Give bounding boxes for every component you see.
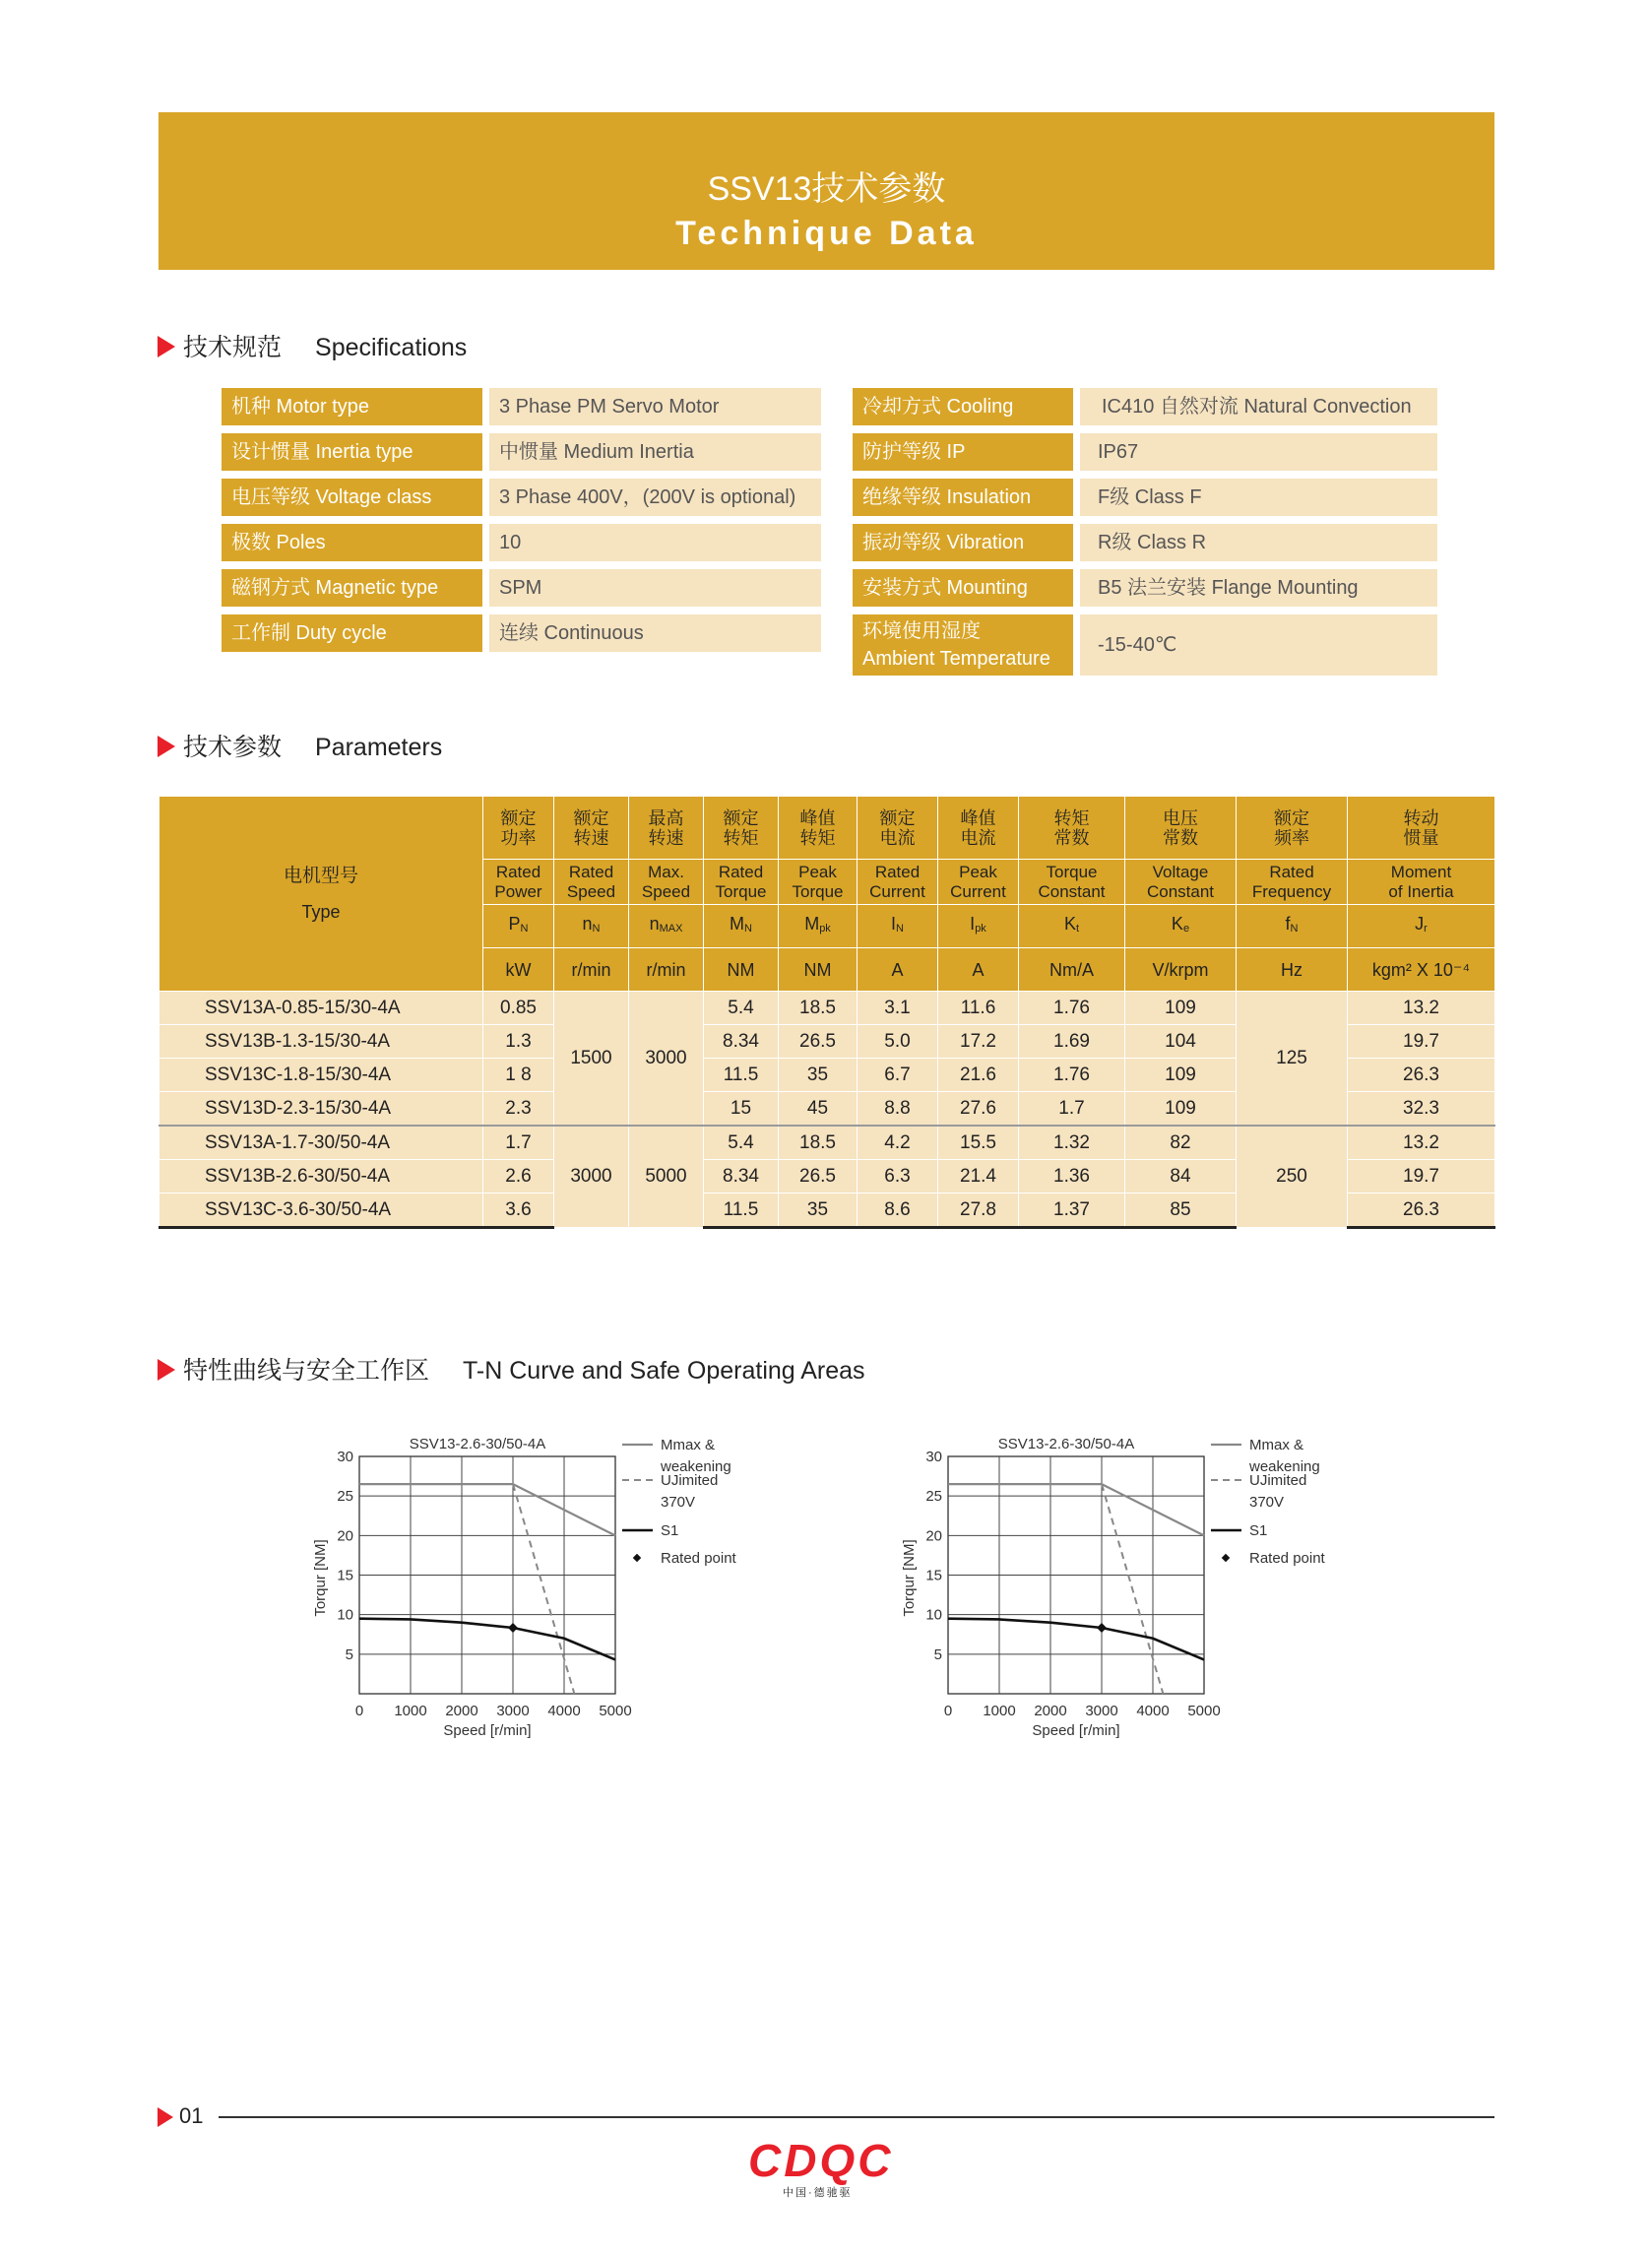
column-header-zh <box>779 797 858 860</box>
table-cell-mpk: 18.5 <box>779 992 858 1025</box>
symbol-subscript: pk <box>819 923 831 935</box>
x-tick-label: 5000 <box>1187 1703 1221 1719</box>
table-cell-mn: 8.34 <box>704 1025 779 1059</box>
tn-curve-chart-right <box>894 1430 1357 1755</box>
brand-logo: CDQC <box>748 2135 894 2186</box>
spec-value: F级 Class F <box>1080 479 1437 516</box>
legend-marker <box>633 1554 641 1562</box>
en-line: Rated <box>874 862 921 881</box>
table-cell-ipk: 21.4 <box>938 1160 1019 1194</box>
merged-freq-cell: 250 <box>1237 1126 1348 1228</box>
table-cell-ke: 85 <box>1125 1194 1237 1228</box>
spec-label: 工作制 Duty cycle <box>222 614 482 652</box>
y-tick-label: 15 <box>925 1567 942 1584</box>
y-tick-label: 20 <box>337 1527 353 1545</box>
merged-max_speed-cell: 3000 <box>629 992 704 1127</box>
en-line: Max. <box>648 862 684 881</box>
section-arrow-icon <box>158 736 175 757</box>
zh-line: 常数 <box>1053 827 1090 848</box>
spec-label: 绝缘等级 Insulation <box>853 479 1073 516</box>
symbol-subscript: N <box>592 923 601 935</box>
table-cell-in: 6.7 <box>858 1059 938 1092</box>
en-line: Voltage <box>1152 862 1209 881</box>
zh-line: 电流 <box>879 827 916 848</box>
series-line-dashed-gray <box>1102 1484 1163 1694</box>
column-header-zh <box>629 797 704 860</box>
spec-value: 中惯量 Medium Inertia <box>489 433 821 471</box>
zh-line: 额定 <box>1274 807 1309 828</box>
column-header-en <box>554 860 629 905</box>
column-header-zh <box>938 797 1019 860</box>
type-header-zh: 电机型号 <box>283 865 358 886</box>
en-line: Torque <box>1046 862 1098 881</box>
merged-rated_speed-cell: 1500 <box>554 992 629 1127</box>
table-cell-mn: 5.4 <box>704 1126 779 1160</box>
x-tick-label: 2000 <box>445 1703 478 1719</box>
section-title-en: Specifications <box>315 334 468 361</box>
legend-label: 370V <box>661 1494 696 1511</box>
zh-line: 转矩 <box>799 827 836 848</box>
y-axis-label: Torqur [NM] <box>901 1539 918 1617</box>
table-cell-jr: 19.7 <box>1348 1160 1495 1194</box>
spec-label: 极数 Poles <box>222 524 482 561</box>
table-cell-power: 2.3 <box>483 1092 554 1127</box>
table-cell-power: 3.6 <box>483 1194 554 1228</box>
legend-label: UJimited <box>661 1472 719 1489</box>
column-header-en <box>629 860 704 905</box>
table-cell-mpk: 35 <box>779 1194 858 1228</box>
title-zh: SSV13技术参数 <box>707 170 946 208</box>
table-cell-kt: 1.76 <box>1019 992 1125 1025</box>
column-header-zh <box>483 797 554 860</box>
en-line: Power <box>494 881 542 901</box>
legend-label: S1 <box>1249 1522 1268 1539</box>
legend-label: weakening <box>661 1458 731 1475</box>
en-line: Moment <box>1390 862 1452 881</box>
series-line-dashed-gray <box>513 1484 574 1694</box>
column-header-zh <box>704 797 779 860</box>
merged-rated_speed-cell: 3000 <box>554 1126 629 1228</box>
table-cell-jr: 13.2 <box>1348 992 1495 1025</box>
zh-line: 转矩 <box>1053 807 1090 828</box>
symbol: M <box>730 914 745 934</box>
section-arrow-icon <box>158 336 175 357</box>
chart-title: SSV13-2.6-30/50-4A <box>409 1436 546 1452</box>
y-tick-label: 5 <box>345 1645 353 1663</box>
spec-value: 3 Phase 400V，(200V is optional) <box>489 479 821 516</box>
zh-line: 转动 <box>1403 807 1439 828</box>
table-cell-kt: 1.32 <box>1019 1126 1125 1160</box>
series-line-solid-gray <box>359 1484 615 1535</box>
series-line-solid-black <box>359 1619 615 1660</box>
legend-marker <box>1222 1554 1230 1562</box>
table-cell-mn: 5.4 <box>704 992 779 1025</box>
column-header-zh <box>1125 797 1237 860</box>
symbol-subscript: N <box>896 923 904 935</box>
en-line: Rated <box>495 862 541 881</box>
merged-freq-cell: 125 <box>1237 992 1348 1127</box>
symbol-subscript: pk <box>975 923 986 935</box>
section-heading-specs <box>158 328 467 363</box>
column-unit: r/min <box>629 948 704 992</box>
en-line: Frequency <box>1251 881 1332 901</box>
zh-line: 额定 <box>879 807 916 828</box>
table-cell-ke: 109 <box>1125 992 1237 1025</box>
table-cell-jr: 19.7 <box>1348 1025 1495 1059</box>
legend-label: S1 <box>661 1522 679 1539</box>
symbol: M <box>804 914 820 934</box>
x-axis-label: Speed [r/min] <box>1032 1722 1120 1739</box>
zh-line: 峰值 <box>960 807 996 828</box>
zh-line: 峰值 <box>799 807 836 828</box>
section-title-en: Parameters <box>315 734 443 761</box>
en-line: Constant <box>1146 881 1215 901</box>
page-number-text: 01 <box>179 2103 204 2128</box>
column-symbol <box>1125 905 1237 948</box>
y-tick-label: 20 <box>925 1527 942 1545</box>
table-cell-mpk: 18.5 <box>779 1126 858 1160</box>
column-header-en <box>1348 860 1495 905</box>
symbol: J <box>1415 914 1425 934</box>
table-row <box>159 992 1495 1025</box>
symbol: K <box>1063 914 1076 934</box>
motor-type-cell: SSV13C-1.8-15/30-4A <box>159 1059 483 1092</box>
type-header <box>159 797 483 992</box>
footer-rule <box>219 2116 1494 2118</box>
spec-value: R级 Class R <box>1080 524 1437 561</box>
x-axis-label: Speed [r/min] <box>443 1722 532 1739</box>
column-symbol <box>1237 905 1348 948</box>
column-symbol <box>704 905 779 948</box>
x-tick-label: 0 <box>354 1703 364 1719</box>
legend-label: UJimited <box>1249 1472 1307 1489</box>
table-cell-power: 2.6 <box>483 1160 554 1194</box>
section-title-en: T-N Curve and Safe Operating Areas <box>463 1357 865 1385</box>
table-cell-ipk: 27.8 <box>938 1194 1019 1228</box>
symbol: I <box>891 914 897 934</box>
zh-line: 常数 <box>1163 827 1198 848</box>
column-symbol <box>1019 905 1125 948</box>
y-tick-label: 25 <box>337 1488 353 1506</box>
y-tick-label: 25 <box>925 1488 942 1506</box>
rated-point-marker <box>1097 1623 1107 1633</box>
en-line: Rated <box>1269 862 1314 881</box>
x-tick-label: 1000 <box>394 1703 427 1719</box>
title-en: Technique Data <box>675 215 978 252</box>
table-cell-in: 6.3 <box>858 1160 938 1194</box>
column-header-zh <box>1019 797 1125 860</box>
table-cell-jr: 13.2 <box>1348 1126 1495 1160</box>
motor-type-cell: SSV13B-1.3-15/30-4A <box>159 1025 483 1059</box>
spec-label: 冷却方式 Cooling <box>853 388 1073 425</box>
spec-label: 防护等级 IP <box>853 433 1073 471</box>
column-unit: Nm/A <box>1019 948 1125 992</box>
spec-label-ambient <box>853 614 1073 676</box>
spec-label: 振动等级 Vibration <box>853 524 1073 561</box>
series-line-solid-black <box>948 1619 1204 1660</box>
column-header-en <box>779 860 858 905</box>
section-title-zh: 特性曲线与安全工作区 <box>183 1357 430 1385</box>
table-cell-ipk: 11.6 <box>938 992 1019 1025</box>
column-symbol <box>1348 905 1495 948</box>
en-line: Constant <box>1038 881 1106 901</box>
column-header-en <box>938 860 1019 905</box>
column-unit: A <box>938 948 1019 992</box>
spec-value: -15-40℃ <box>1080 614 1437 676</box>
table-cell-mn: 11.5 <box>704 1194 779 1228</box>
table-cell-kt: 1.7 <box>1019 1092 1125 1127</box>
table-cell-mn: 11.5 <box>704 1059 779 1092</box>
column-symbol <box>858 905 938 948</box>
column-symbol <box>554 905 629 948</box>
legend-label: weakening <box>1249 1458 1320 1475</box>
column-unit: NM <box>704 948 779 992</box>
table-cell-in: 8.8 <box>858 1092 938 1127</box>
y-tick-label: 15 <box>337 1567 353 1584</box>
header-banner <box>159 112 1494 270</box>
table-cell-ke: 104 <box>1125 1025 1237 1059</box>
zh-line: 额定 <box>500 807 537 828</box>
en-line: of Inertia <box>1388 881 1454 901</box>
column-unit: kgm² X 10⁻⁴ <box>1348 948 1495 992</box>
spec-label: 机种 Motor type <box>222 388 482 425</box>
spec-value: 连续 Continuous <box>489 614 821 652</box>
zh-line: 电流 <box>960 827 996 848</box>
column-unit: Hz <box>1237 948 1348 992</box>
symbol-subscript: r <box>1424 923 1428 935</box>
chart-title: SSV13-2.6-30/50-4A <box>997 1436 1135 1452</box>
y-axis-label: Torqur [NM] <box>312 1539 329 1617</box>
y-tick-label: 5 <box>933 1645 942 1663</box>
column-header-zh <box>1348 797 1495 860</box>
zh-line: 惯量 <box>1403 827 1439 848</box>
en-line: Rated <box>568 862 614 881</box>
spec-value: SPM <box>489 569 821 607</box>
spec-label: 设计惯量 Inertia type <box>222 433 482 471</box>
table-cell-jr: 26.3 <box>1348 1059 1495 1092</box>
symbol-subscript: N <box>520 923 529 935</box>
x-tick-label: 1000 <box>983 1703 1016 1719</box>
zh-line: 最高 <box>648 807 684 828</box>
x-tick-label: 4000 <box>547 1703 581 1719</box>
column-symbol <box>938 905 1019 948</box>
table-cell-in: 4.2 <box>858 1126 938 1160</box>
zh-line: 额定 <box>573 807 609 828</box>
zh-line: 额定 <box>723 807 759 828</box>
table-row <box>159 1126 1495 1160</box>
column-header-zh <box>554 797 629 860</box>
symbol: f <box>1285 914 1291 934</box>
column-header-zh <box>858 797 938 860</box>
column-unit: V/krpm <box>1125 948 1237 992</box>
table-cell-ipk: 21.6 <box>938 1059 1019 1092</box>
table-cell-jr: 32.3 <box>1348 1092 1495 1127</box>
table-cell-ipk: 17.2 <box>938 1025 1019 1059</box>
table-cell-kt: 1.76 <box>1019 1059 1125 1092</box>
y-tick-label: 10 <box>337 1606 353 1624</box>
y-tick-label: 30 <box>925 1449 942 1465</box>
legend-label: Mmax & <box>1249 1437 1304 1453</box>
table-cell-mpk: 35 <box>779 1059 858 1092</box>
symbol-subscript: MAX <box>659 923 683 935</box>
table-cell-ke: 109 <box>1125 1059 1237 1092</box>
motor-type-cell: SSV13A-1.7-30/50-4A <box>159 1126 483 1160</box>
column-unit: NM <box>779 948 858 992</box>
column-header-en <box>858 860 938 905</box>
table-cell-ke: 84 <box>1125 1160 1237 1194</box>
table-cell-mpk: 45 <box>779 1092 858 1127</box>
section-heading-params <box>158 728 442 763</box>
motor-type-cell: SSV13C-3.6-30/50-4A <box>159 1194 483 1228</box>
symbol-subscript: e <box>1182 923 1190 935</box>
en-line: Peak <box>798 862 837 881</box>
column-unit: r/min <box>554 948 629 992</box>
table-cell-kt: 1.36 <box>1019 1160 1125 1194</box>
symbol-subscript: t <box>1075 923 1080 935</box>
en-line: Speed <box>566 881 616 901</box>
symbol: I <box>970 914 976 934</box>
rated-point-marker <box>508 1623 518 1633</box>
column-unit: A <box>858 948 938 992</box>
motor-type-cell: SSV13B-2.6-30/50-4A <box>159 1160 483 1194</box>
spec-value: 3 Phase PM Servo Motor <box>489 388 821 425</box>
column-symbol <box>483 905 554 948</box>
spec-value: 10 <box>489 524 821 561</box>
zh-line: 功率 <box>500 827 537 848</box>
table-cell-kt: 1.69 <box>1019 1025 1125 1059</box>
tn-curve-chart-left <box>305 1430 768 1755</box>
merged-max_speed-cell: 5000 <box>629 1126 704 1228</box>
type-header-en: Type <box>301 901 341 922</box>
en-line: Rated <box>718 862 764 881</box>
table-cell-power: 1 8 <box>483 1059 554 1092</box>
zh-line: 转速 <box>573 827 609 848</box>
table-cell-kt: 1.37 <box>1019 1194 1125 1228</box>
en-line: Current <box>869 881 925 901</box>
column-header-en <box>1125 860 1237 905</box>
page-arrow-icon <box>158 2107 173 2127</box>
section-arrow-icon <box>158 1359 175 1381</box>
motor-type-cell: SSV13A-0.85-15/30-4A <box>159 992 483 1025</box>
zh-line: 频率 <box>1274 827 1309 848</box>
brand-tagline: 中国·德驰驱 <box>783 2187 853 2199</box>
table-cell-power: 1.7 <box>483 1126 554 1160</box>
column-header-en <box>1237 860 1348 905</box>
zh-line: 转速 <box>648 827 684 848</box>
table-cell-jr: 26.3 <box>1348 1194 1495 1228</box>
table-cell-mpk: 26.5 <box>779 1160 858 1194</box>
section-heading-curves <box>158 1351 865 1387</box>
spec-label-line1: 环境使用湿度 <box>862 620 981 642</box>
x-tick-label: 2000 <box>1034 1703 1067 1719</box>
table-cell-in: 8.6 <box>858 1194 938 1228</box>
spec-label: 安装方式 Mounting <box>853 569 1073 607</box>
column-symbol <box>629 905 704 948</box>
column-header-en <box>704 860 779 905</box>
y-tick-label: 10 <box>925 1606 942 1624</box>
zh-line: 电压 <box>1163 807 1198 828</box>
spec-value: B5 法兰安装 Flange Mounting <box>1080 569 1437 607</box>
spec-label: 电压等级 Voltage class <box>222 479 482 516</box>
table-cell-mn: 15 <box>704 1092 779 1127</box>
en-line: Torque <box>792 881 844 901</box>
table-cell-ke: 109 <box>1125 1092 1237 1127</box>
parameters-table <box>159 796 1495 1229</box>
motor-type-cell: SSV13D-2.3-15/30-4A <box>159 1092 483 1127</box>
x-tick-label: 4000 <box>1136 1703 1170 1719</box>
table-cell-ipk: 27.6 <box>938 1092 1019 1127</box>
legend-label: Rated point <box>1249 1550 1325 1567</box>
symbol: P <box>508 914 521 934</box>
table-cell-power: 1.3 <box>483 1025 554 1059</box>
legend-label: 370V <box>1249 1494 1285 1511</box>
spec-value: IP67 <box>1080 433 1437 471</box>
legend-label: Rated point <box>661 1550 736 1567</box>
table-cell-ke: 82 <box>1125 1126 1237 1160</box>
y-tick-label: 30 <box>337 1449 353 1465</box>
en-line: Speed <box>641 881 691 901</box>
section-title-zh: 技术规范 <box>183 334 283 361</box>
x-tick-label: 3000 <box>1085 1703 1118 1719</box>
x-tick-label: 5000 <box>599 1703 632 1719</box>
spec-label: 磁钢方式 Magnetic type <box>222 569 482 607</box>
page-number <box>158 2103 203 2129</box>
table-cell-ipk: 15.5 <box>938 1126 1019 1160</box>
x-tick-label: 0 <box>943 1703 953 1719</box>
en-line: Current <box>950 881 1006 901</box>
table-cell-mn: 8.34 <box>704 1160 779 1194</box>
table-cell-power: 0.85 <box>483 992 554 1025</box>
en-line: Peak <box>959 862 997 881</box>
symbol: n <box>649 914 660 934</box>
column-header-en <box>483 860 554 905</box>
column-header-en <box>1019 860 1125 905</box>
symbol-subscript: N <box>744 923 752 935</box>
spec-label-line2: Ambient Temperature <box>862 648 1050 670</box>
symbol: n <box>582 914 593 934</box>
table-cell-in: 3.1 <box>858 992 938 1025</box>
en-line: Torque <box>715 881 767 901</box>
column-header-zh <box>1237 797 1348 860</box>
spec-value: IC410 自然对流 Natural Convection <box>1080 388 1437 425</box>
legend-label: Mmax & <box>661 1437 716 1453</box>
column-unit: kW <box>483 948 554 992</box>
symbol-subscript: N <box>1290 923 1299 935</box>
x-tick-label: 3000 <box>496 1703 530 1719</box>
series-line-solid-gray <box>948 1484 1204 1535</box>
table-cell-mpk: 26.5 <box>779 1025 858 1059</box>
zh-line: 转矩 <box>723 827 759 848</box>
symbol: K <box>1171 914 1183 934</box>
table-cell-in: 5.0 <box>858 1025 938 1059</box>
section-title-zh: 技术参数 <box>183 734 283 761</box>
column-symbol <box>779 905 858 948</box>
